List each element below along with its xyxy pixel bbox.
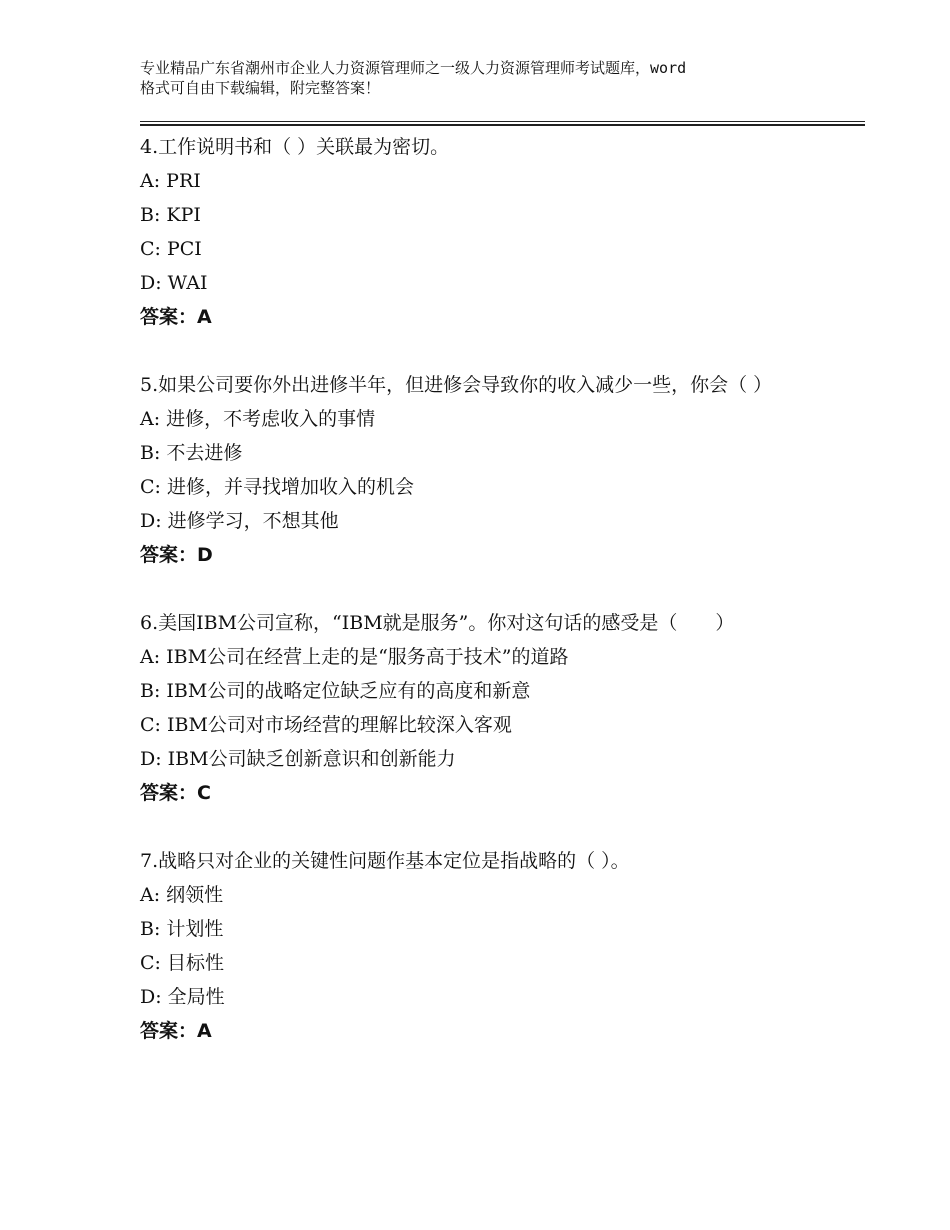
- question-stem: 5.如果公司要你外出进修半年，但进修会导致你的收入减少一些，你会（ ）: [140, 374, 773, 396]
- answer-key: 答案：A: [140, 306, 212, 328]
- header-divider-thin: [140, 121, 865, 122]
- answer-key: 答案：C: [140, 782, 211, 804]
- header-divider-thick: [140, 124, 865, 126]
- option-b: B: 不去进修: [140, 442, 243, 464]
- option-c: C: 目标性: [140, 952, 224, 974]
- option-a: A: 纲领性: [140, 884, 224, 906]
- option-b: B: KPI: [140, 204, 201, 226]
- question-stem: 6.美国IBM公司宣称，“IBM就是服务”。你对这句话的感受是（ ）: [140, 612, 735, 634]
- option-b: B: 计划性: [140, 918, 224, 940]
- option-d: D: WAI: [140, 272, 208, 294]
- option-d: D: IBM公司缺乏创新意识和创新能力: [140, 748, 456, 770]
- answer-key: 答案：D: [140, 544, 213, 566]
- option-d: D: 全局性: [140, 986, 225, 1008]
- option-c: C: PCI: [140, 238, 202, 260]
- option-a: A: IBM公司在经营上走的是“服务高于技术”的道路: [140, 646, 569, 668]
- question-list: [140, 130, 840, 1082]
- option-c: C: 进修，并寻找增加收入的机会: [140, 476, 414, 498]
- option-b: B: IBM公司的战略定位缺乏应有的高度和新意: [140, 680, 531, 702]
- option-c: C: IBM公司对市场经营的理解比较深入客观: [140, 714, 512, 736]
- question-7: [140, 844, 840, 1048]
- question-stem: 7.战略只对企业的关键性问题作基本定位是指战略的（ ）。: [140, 850, 630, 872]
- header-title-line-1: 专业精品广东省潮州市企业人力资源管理师之一级人力资源管理师考试题库，word: [140, 59, 687, 77]
- header-title-line-2: 格式可自由下载编辑，附完整答案！: [140, 79, 381, 97]
- answer-key: 答案：A: [140, 1020, 212, 1042]
- option-a: A: PRI: [140, 170, 201, 192]
- option-d: D: 进修学习，不想其他: [140, 510, 339, 532]
- option-a: A: 进修，不考虑收入的事情: [140, 408, 376, 430]
- question-5: [140, 368, 840, 572]
- question-stem: 4.工作说明书和（ ）关联最为密切。: [140, 136, 450, 158]
- question-4: [140, 130, 840, 334]
- document-header: [140, 58, 840, 98]
- question-6: [140, 606, 840, 810]
